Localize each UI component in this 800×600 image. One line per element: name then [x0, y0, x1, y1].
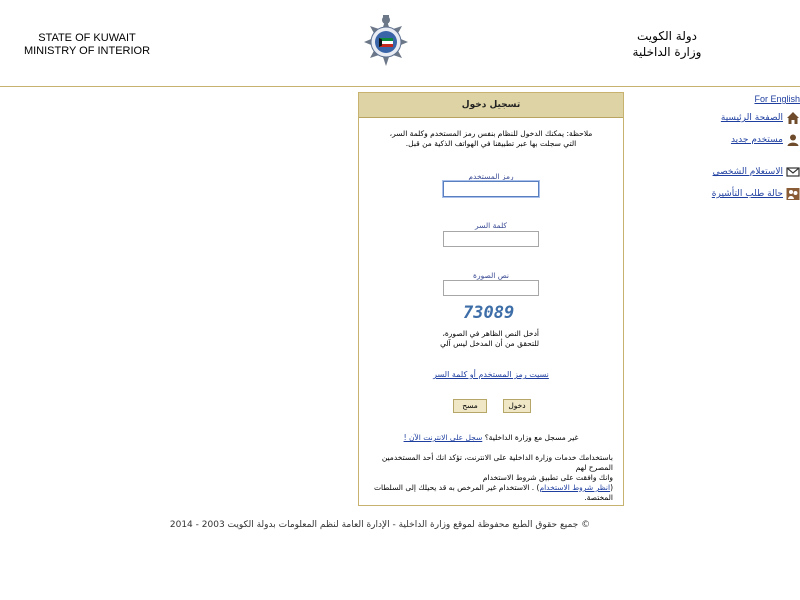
register-line: [363, 433, 619, 442]
nav-item-personal-inquiry[interactable]: [713, 164, 800, 180]
clear-button[interactable]: مسح: [453, 399, 487, 413]
username-label: رمز المستخدم: [468, 172, 514, 181]
register-prefix: غير مسجل مع وزارة الداخلية؟: [484, 433, 579, 442]
captcha-hint: [419, 329, 539, 349]
forgot-credentials-link[interactable]: نسيت رمز المستخدم أو كلمة السر: [433, 370, 549, 379]
terms-link[interactable]: انظر شروط الاستخدام: [539, 483, 611, 492]
english-link[interactable]: For English: [754, 94, 800, 104]
username-input[interactable]: [443, 181, 539, 197]
nav-item-new-user[interactable]: [731, 132, 800, 148]
terms-line: المختصة.: [584, 493, 613, 502]
captcha-image: 73089: [463, 303, 515, 323]
nav-item-home[interactable]: [721, 110, 800, 126]
terms-line: (انظر شروط الاستخدام) . الاستخدام غير المرخص به قد يحيلك إلى السلطات: [373, 483, 613, 492]
envelope-icon: [786, 165, 800, 179]
footer-copyright: © جميع حقوق الطبع محفوظة لموقع وزارة الداخلية - الإدارة العامة لنظم المعلومات بدولة الكويت 2003 - 2014: [169, 520, 591, 530]
nav-item-label: الصفحة الرئيسية: [720, 113, 783, 123]
header-title-en: [20, 32, 154, 58]
login-note: [369, 129, 613, 149]
note-line: ملاحظة: يمكنك الدخول للنظام بنفس رمز المستخدم وكلمة السر،: [389, 129, 593, 138]
password-label: كلمة السر: [475, 221, 507, 230]
login-title: تسجيل دخول: [359, 93, 623, 118]
hint-line: أدخل النص الظاهر في الصورة،: [442, 329, 539, 338]
nav-item-visa-status[interactable]: [712, 186, 800, 202]
nav-item-label: حالة طلب التأشيرة: [711, 189, 783, 199]
police-star-emblem-icon: [354, 12, 418, 76]
captcha-input[interactable]: [443, 280, 539, 296]
note-line: التي سجلت بها عبر تطبيقنا في الهواتف الذكية من قبل.: [405, 139, 577, 148]
login-panel: [358, 92, 624, 506]
people-icon: [786, 187, 800, 201]
home-icon: [786, 111, 800, 125]
hint-line: للتحقق من أن المدخل ليس آلي: [440, 339, 539, 348]
ministry-name-ar: وزارة الداخلية: [632, 45, 702, 59]
terms-text: [369, 453, 613, 503]
nav-item-label: الاستعلام الشخصي: [712, 167, 783, 177]
login-button[interactable]: دخول: [503, 399, 531, 413]
ministry-name-en: MINISTRY OF INTERIOR: [23, 45, 151, 57]
country-name-en: STATE OF KUWAIT: [38, 32, 136, 44]
terms-line: باستخدامك خدمات وزارة الداخلية على الانترنت، تؤكد انك أحد المستخدمين المصرح لهم: [381, 453, 613, 472]
site-header: [0, 0, 800, 86]
register-link[interactable]: سجل على الانترنت الآن !: [403, 433, 483, 442]
user-icon: [786, 133, 800, 147]
header-title-ar: [620, 28, 714, 60]
captcha-label: نص الصورة: [473, 271, 509, 280]
terms-line: وانك وافقت على تطبيق شروط الاستخدام: [482, 473, 613, 482]
terms-line-3: . الاستخدام غير المرخص به قد يحيلك إلى السلطات: [373, 483, 535, 492]
header-divider: [0, 86, 800, 87]
password-input[interactable]: [443, 231, 539, 247]
nav-item-label: مستخدم جديد: [730, 135, 783, 145]
country-name-ar: دولة الكويت: [637, 29, 697, 43]
